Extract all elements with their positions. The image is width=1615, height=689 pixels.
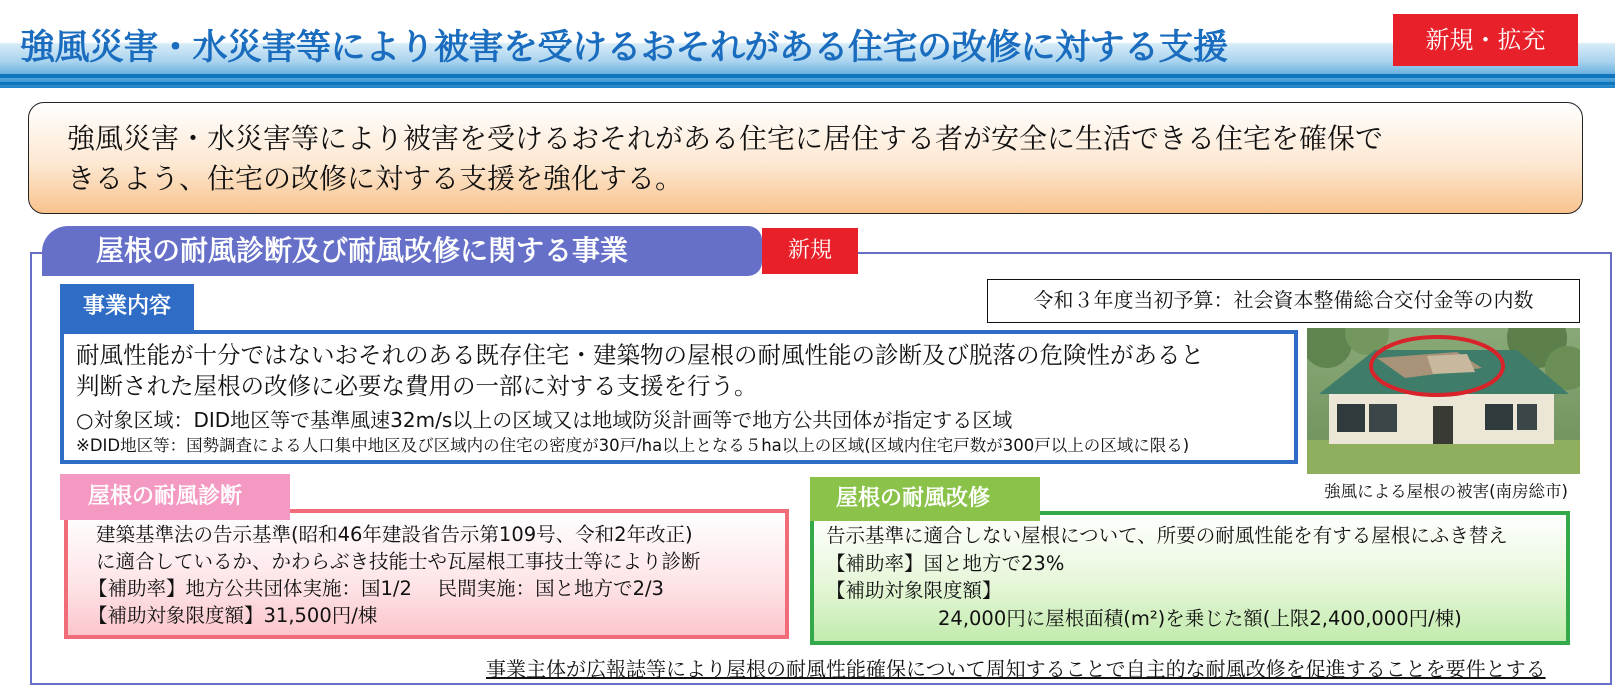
header-rule-bottom	[0, 82, 1615, 85]
budget-box: 令和３年度当初予算：社会資本整備総合交付金等の内数	[987, 279, 1580, 323]
header-rule-top	[0, 74, 1615, 78]
content-line-1: 耐風性能が十分ではないおそれのある既存住宅・建築物の屋根の耐風性能の診断及び脱落の危険性があると	[76, 341, 1204, 369]
house-photo-illustration	[1307, 328, 1580, 474]
renovation-limit-value: 24,000円に屋根面積(m²)を乗じた額(上限2,400,000円/棟)	[938, 606, 1462, 630]
new-badge: 新規	[762, 228, 858, 274]
requirement-footnote: 事業主体が広報誌等により屋根の耐風性能確保について周知することで自主的な耐風改修を促進することを要件とする	[486, 657, 1546, 681]
new-expanded-badge: 新規・拡充	[1393, 14, 1578, 66]
roof-damage-photo	[1307, 328, 1580, 474]
diagnosis-box	[64, 509, 789, 639]
page-title: 強風災害・水災害等により被害を受けるおそれがある住宅の改修に対する支援	[20, 28, 1228, 68]
summary-line-2: きるよう、住宅の改修に対する支援を強化する。	[67, 162, 684, 195]
diagnosis-line-2: に適合しているか、かわらぶき技能士や瓦屋根工事技士等により診断	[96, 550, 701, 573]
renovation-subsidy-rate: 【補助率】国と地方で23%	[826, 551, 1065, 575]
renovation-line-1: 告示基準に適合しない屋根について、所要の耐風性能を有する屋根にふき替え	[826, 524, 1508, 547]
summary-line-1: 強風災害・水災害等により被害を受けるおそれがある住宅に居住する者が安全に生活できる住宅を確保で	[67, 122, 1384, 155]
content-label: 事業内容	[60, 284, 194, 330]
diagnosis-subsidy-rate: 【補助率】地方公共団体実施：国1/2 民間実施：国と地方で2/3	[88, 577, 664, 600]
section-title: 屋根の耐風診断及び耐風改修に関する事業	[42, 226, 762, 276]
content-line-2: 判断された屋根の改修に必要な費用の一部に対する支援を行う。	[76, 372, 758, 400]
content-box	[60, 330, 1298, 464]
renovation-limit-label: 【補助対象限度額】	[826, 579, 1002, 602]
diagnosis-line-1: 建築基準法の告示基準(昭和46年建設省告示第109号、令和2年改正)	[96, 523, 693, 546]
photo-caption: 強風による屋根の被害(南房総市)	[1324, 482, 1568, 501]
diagnosis-limit: 【補助対象限度額】31,500円/棟	[88, 604, 378, 627]
target-area: ○対象区域：DID地区等で基準風速32m/s以上の区域又は地域防災計画等で地方公共団体が指定する区域	[76, 408, 1013, 432]
renovation-box	[810, 511, 1570, 645]
summary-box	[28, 102, 1583, 214]
diagnosis-label: 屋根の耐風診断	[60, 474, 290, 520]
did-note: ※DID地区等：国勢調査による人口集中地区及び区域内の住宅の密度が30戸/ha以上となる５ha以上の区域(区域内住宅戸数が300戸以上の区域に限る)	[76, 436, 1190, 455]
renovation-label: 屋根の耐風改修	[810, 477, 1040, 521]
